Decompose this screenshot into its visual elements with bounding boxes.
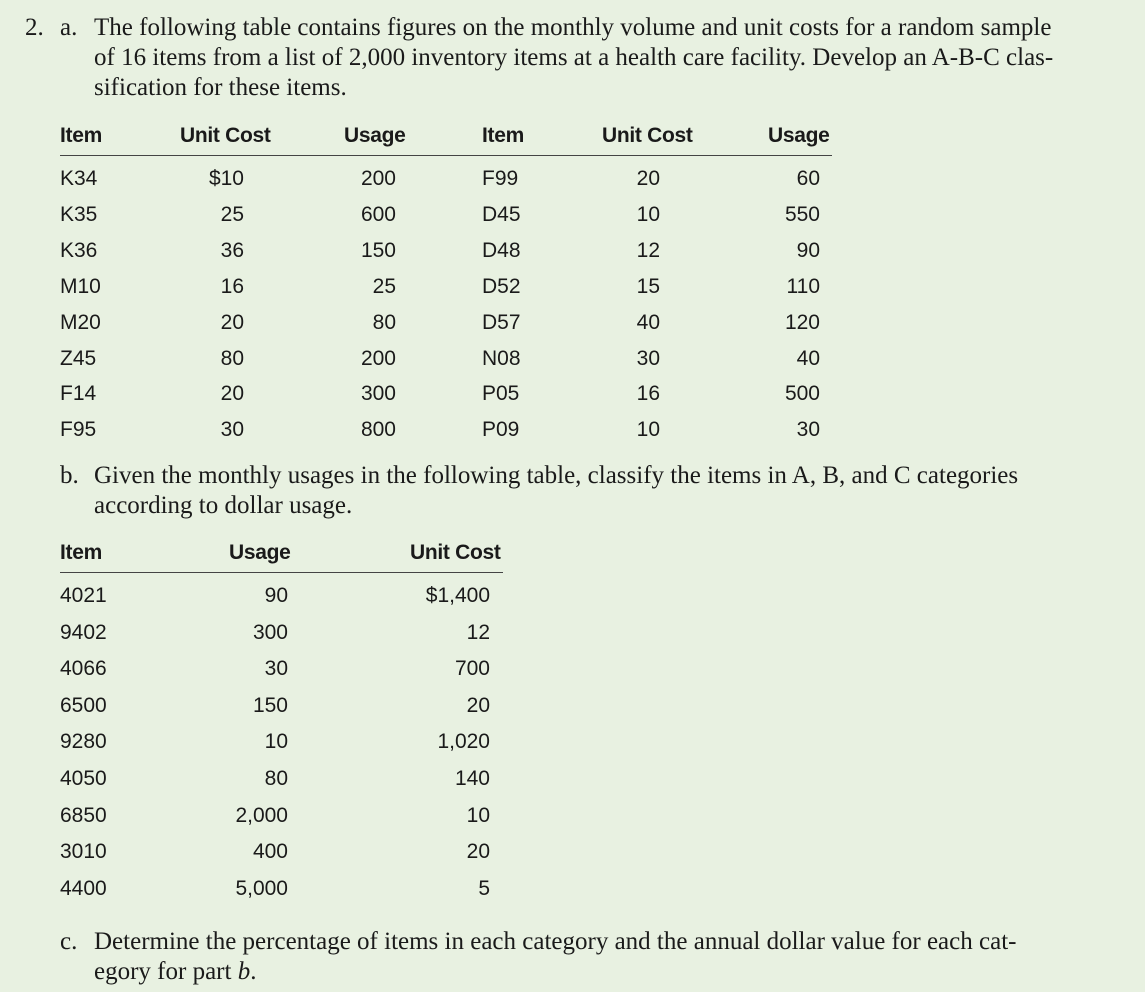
table-a-cell-unit-cost: 36 (220, 238, 244, 262)
table-a-cell-unit-cost: 30 (220, 418, 244, 442)
table-a-header-rule (60, 155, 832, 156)
table-a-cell-usage: 80 (372, 310, 396, 334)
table-b-cell-item: 6850 (60, 803, 107, 827)
table-a-cell-usage-2: 30 (796, 418, 820, 442)
table-a-cell-item-2: N08 (482, 346, 521, 370)
table-a-cell-item-2: D48 (482, 238, 521, 262)
table-b-cell-usage: 80 (264, 767, 288, 790)
table-a-cell-item: K36 (60, 238, 98, 262)
table-b-cell-item: 4066 (60, 657, 107, 681)
table-b-header-usage: Usage (229, 541, 291, 564)
table-a-cell-unit-cost-2: 12 (636, 238, 660, 262)
table-b-cell-usage: 150 (252, 693, 288, 717)
part-c-line-2-italic: b (237, 958, 251, 985)
table-b-cell-unit-cost: 700 (454, 657, 490, 681)
table-a-cell-item-2: D52 (482, 274, 521, 298)
table-a-cell-unit-cost-2: 20 (636, 167, 660, 190)
part-c-line-2 (94, 957, 1084, 987)
table-b-cell-item: 9402 (60, 620, 107, 644)
part-a-line-3: sification for these items. (94, 74, 347, 101)
table-b-header-item: Item (60, 541, 102, 564)
table-a-cell-item-2: D45 (482, 202, 521, 226)
part-c-line-1: Determine the percentage of items in each category and the annual dollar value for each cat- (94, 928, 1017, 955)
table-a-cell-item: F95 (60, 418, 97, 442)
table-a-cell-item: F14 (60, 382, 97, 406)
table-b-cell-item: 4050 (60, 767, 107, 790)
table-b-cell-item: 4400 (60, 876, 107, 900)
part-a-letter: a. (60, 14, 78, 41)
table-a-cell-item: M10 (60, 274, 101, 298)
part-c-line-2-prefix: egory for part (94, 958, 232, 985)
part-c-line-2-suffix: . (250, 958, 257, 985)
table-b-cell-usage: 30 (264, 657, 288, 681)
table-b-cell-item: 3010 (60, 840, 107, 864)
table-a-cell-unit-cost-2: 16 (636, 382, 660, 406)
table-a-cell-usage-2: 40 (796, 346, 820, 370)
table-a-cell-item-2: P05 (482, 382, 520, 406)
table-a-cell-usage: 150 (360, 238, 396, 262)
table-b-cell-usage: 90 (264, 584, 288, 607)
table-a-header-usage: Usage (344, 124, 406, 147)
table-a-cell-usage: 600 (360, 202, 396, 226)
table-b-cell-item: 9280 (60, 730, 107, 754)
table-a-cell-usage-2: 550 (784, 202, 820, 226)
table-a-cell-usage-2: 90 (796, 238, 820, 262)
table-b-cell-unit-cost: 10 (466, 803, 490, 827)
table-b-cell-unit-cost: 140 (454, 767, 490, 790)
table-a-cell-unit-cost-2: 10 (636, 418, 660, 442)
table-b-cell-unit-cost: $1,400 (425, 584, 490, 607)
table-a-cell-unit-cost-2: 15 (636, 274, 660, 298)
table-b-header-unit-cost: Unit Cost (410, 541, 501, 564)
question-number: 2. (25, 14, 44, 41)
table-a-cell-item: M20 (60, 310, 101, 334)
table-b-cell-usage: 2,000 (235, 803, 288, 827)
table-a-cell-item: K34 (60, 167, 98, 190)
table-b-cell-usage: 10 (264, 730, 288, 754)
table-b-cell-unit-cost: 5 (478, 876, 490, 900)
table-a-cell-usage-2: 500 (784, 382, 820, 406)
part-b-letter: b. (60, 462, 79, 489)
table-a-cell-item-2: D57 (482, 310, 521, 334)
part-b-line-2: according to dollar usage. (94, 492, 353, 519)
part-a-line-1: The following table contains figures on the monthly volume and unit costs for a random sample (94, 14, 1052, 41)
table-a-cell-unit-cost-2: 40 (636, 310, 660, 334)
table-a-cell-unit-cost-2: 30 (636, 346, 660, 370)
table-a-cell-item: Z45 (60, 346, 97, 370)
part-a-line-2: of 16 items from a list of 2,000 inventory items at a health care facility. Develop an A-B-C clas- (94, 44, 1054, 71)
table-a-cell-item: K35 (60, 202, 98, 226)
part-c-letter: c. (60, 928, 78, 955)
table-b-cell-unit-cost: 20 (466, 840, 490, 864)
table-b-cell-usage: 400 (252, 840, 288, 864)
table-b-cell-item: 4021 (60, 584, 107, 607)
table-a-cell-unit-cost: 20 (220, 382, 244, 406)
table-a-cell-usage-2: 110 (786, 274, 820, 298)
table-a-cell-unit-cost: 80 (220, 346, 244, 370)
table-a-cell-unit-cost: $10 (208, 167, 244, 190)
table-a-cell-usage: 800 (360, 418, 396, 442)
table-a-cell-usage: 200 (360, 167, 396, 190)
table-a-cell-item-2: F99 (482, 167, 519, 190)
part-b-line-1: Given the monthly usages in the following table, classify the items in A, B, and C categories (94, 462, 1019, 489)
table-b-cell-usage: 300 (252, 620, 288, 644)
table-a-cell-usage: 200 (360, 346, 396, 370)
table-b-header-rule (60, 572, 503, 573)
table-a-header-item: Item (60, 124, 102, 147)
table-a-cell-usage: 25 (372, 274, 396, 298)
table-b-cell-item: 6500 (60, 693, 107, 717)
table-a-cell-item-2: P09 (482, 418, 520, 442)
table-a-cell-unit-cost: 20 (220, 310, 244, 334)
table-a-header-unit-cost: Unit Cost (180, 124, 271, 147)
table-a-header-unit-cost-2: Unit Cost (602, 124, 693, 147)
table-b-cell-unit-cost: 20 (466, 693, 490, 717)
table-b-cell-unit-cost: 12 (466, 620, 490, 644)
table-a-header-usage-2: Usage (768, 124, 830, 147)
table-b-cell-usage: 5,000 (235, 876, 288, 900)
table-a-cell-unit-cost: 25 (220, 202, 244, 226)
table-b-cell-unit-cost: 1,020 (437, 730, 490, 754)
table-a-cell-unit-cost-2: 10 (636, 202, 660, 226)
table-a-cell-unit-cost: 16 (220, 274, 244, 298)
table-a-cell-usage-2: 60 (796, 167, 820, 190)
table-a-cell-usage: 300 (360, 382, 396, 406)
table-a-cell-usage-2: 120 (784, 310, 820, 334)
table-a-header-item-2: Item (482, 124, 524, 147)
